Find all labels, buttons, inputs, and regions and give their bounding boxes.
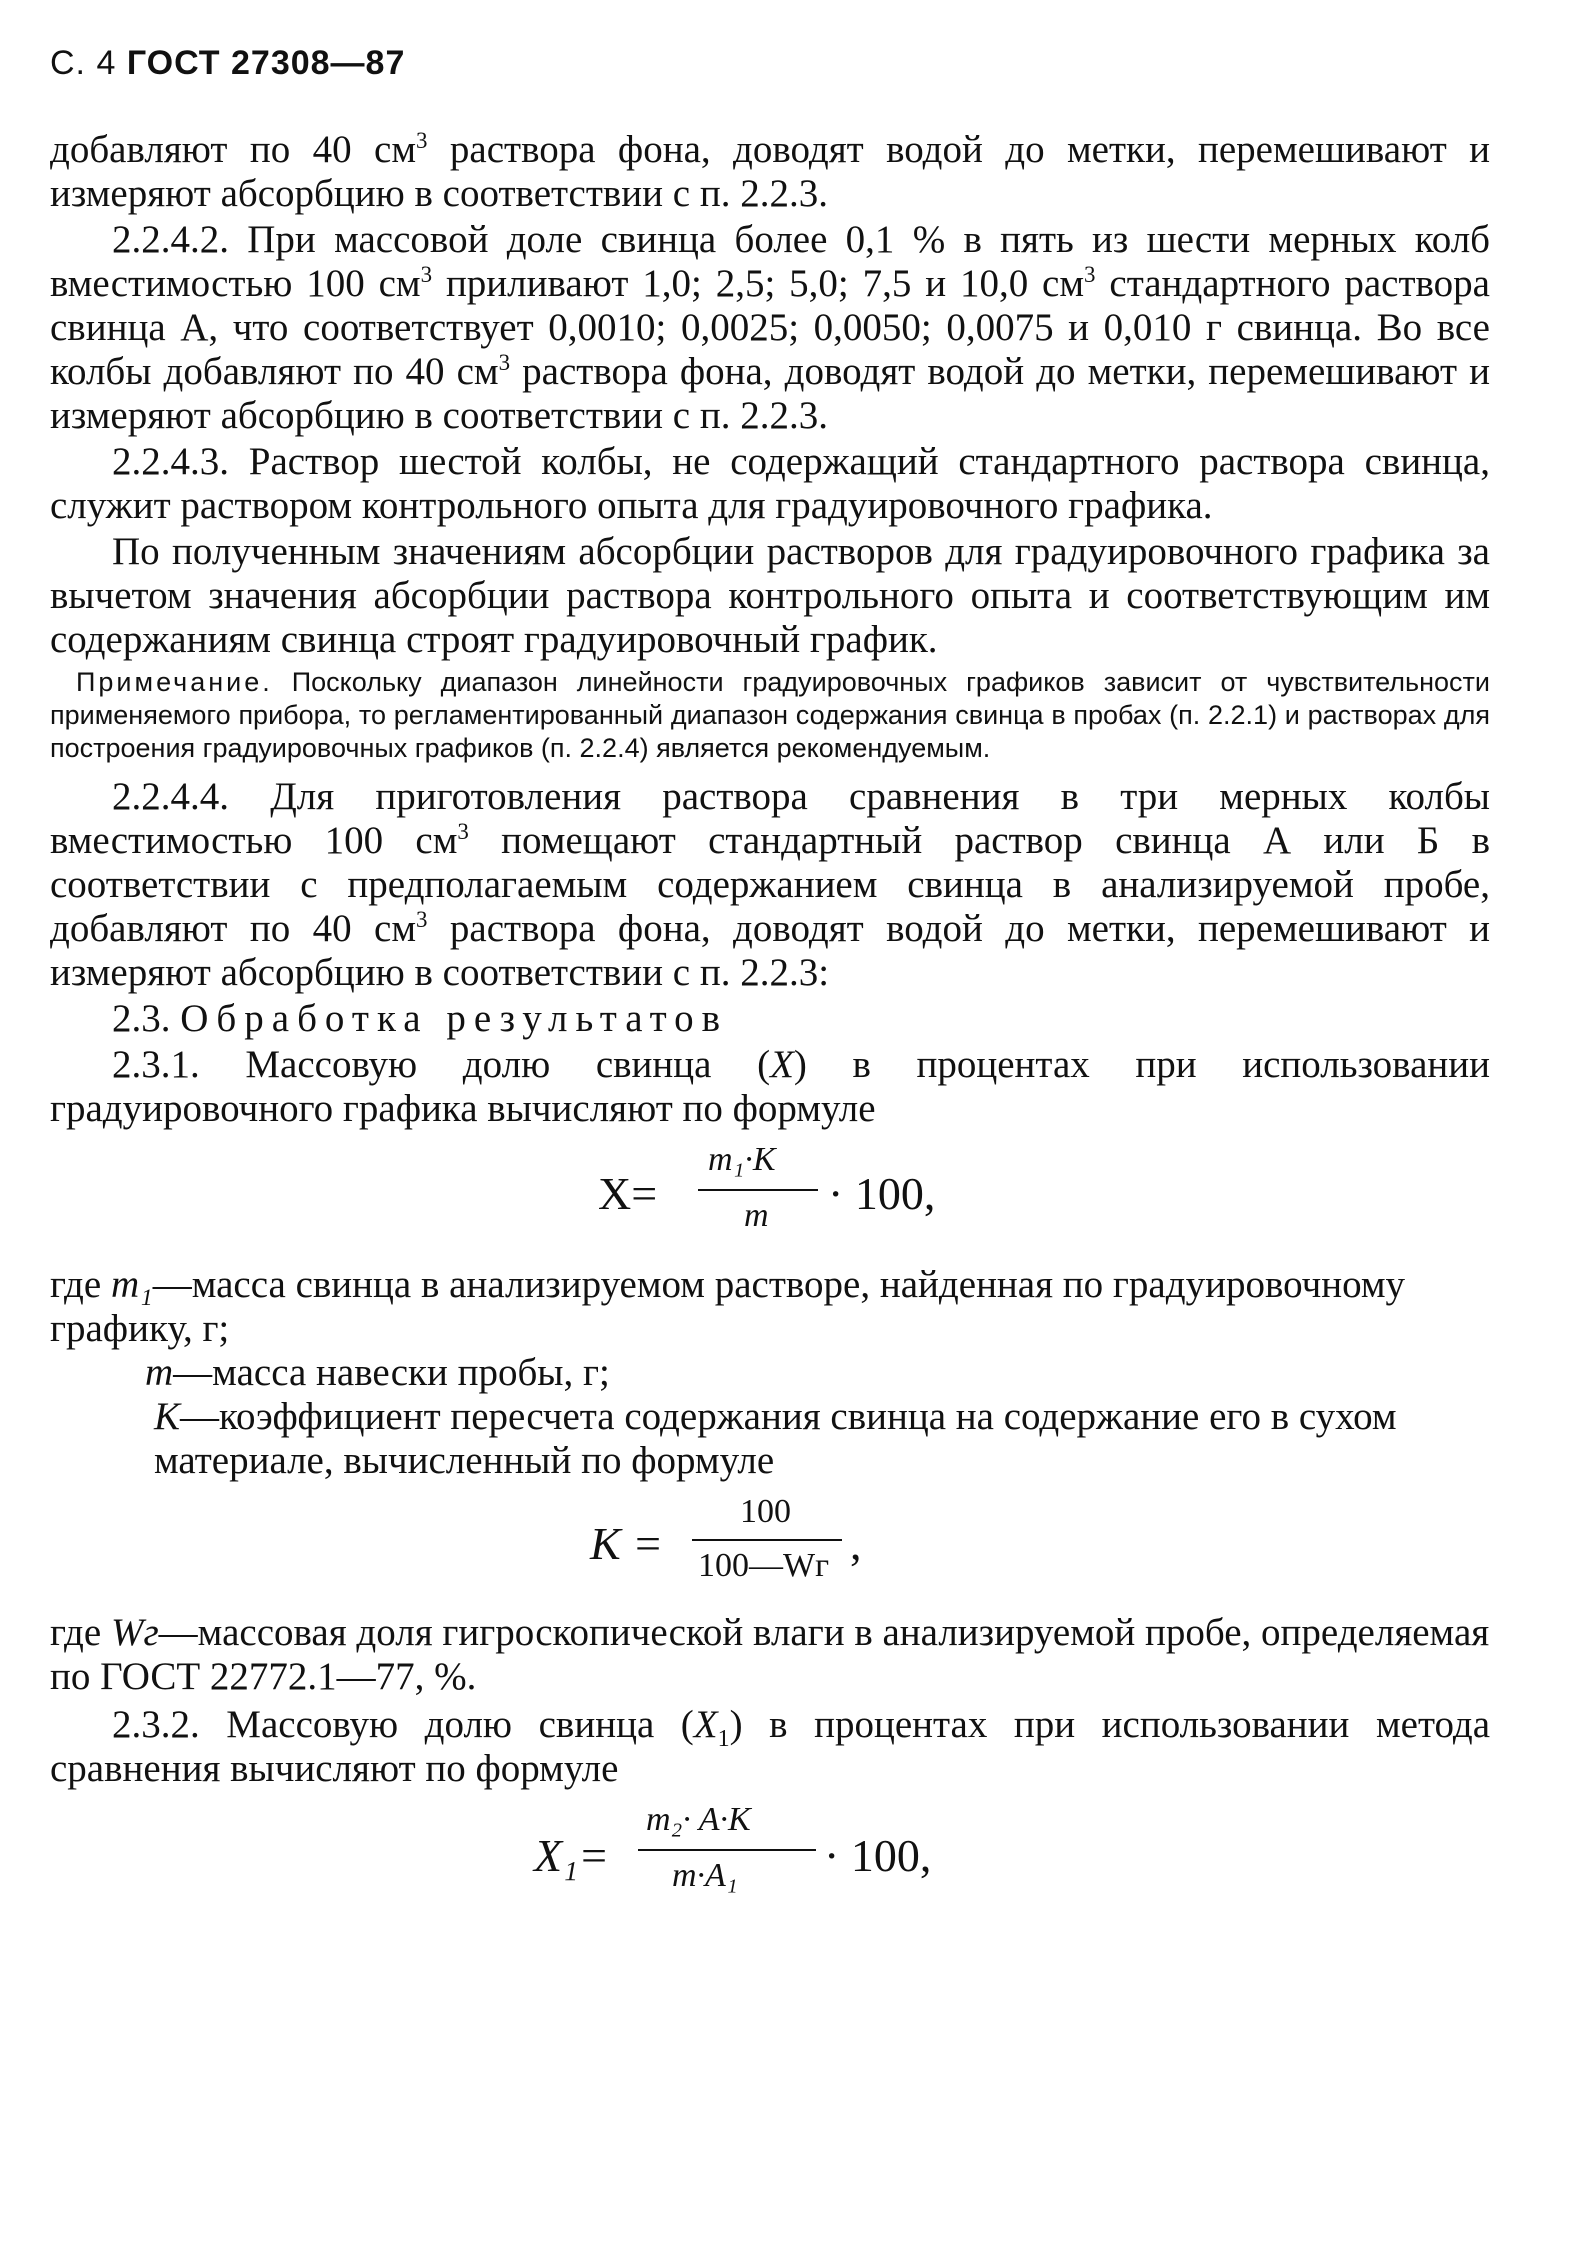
formula-k-denominator: 100—Wг [698,1547,830,1584]
formula-x1-fraction-line [638,1849,816,1851]
legend-row-m1: где m₁—масса свинца в анализируемом растворе, найденная по градуировочному графику, г; [50,1263,1406,1350]
formula-x1-numerator: m₂· A·K [646,1801,751,1838]
formula-k-lhs: K = [590,1518,664,1569]
legend-symbol: m₁ [110,1263,153,1306]
formula-k-rhs: , [850,1518,862,1569]
paragraph-2-3-2: 2.3.2. Массовую долю свинца $(X_1)$ в процентах при использовании метода сравнения вычисляют по формуле [50,1703,1491,1790]
legend-formula-k [50,1611,1490,1699]
document-body [50,128,1490,1923]
paragraph-2-2-4-4: 2.2.4.4. Для приготовления раствора сравнения в три мерных колбы вместимостью 100 $см^3$ помещают стандартный раствор свинца А или Б в соответствии с предполагаемым содержанием свинца в анализируемой пробе, добавляют по 40 $см^3$ раствора фона, доводят водой до метки, перемешивают и измеряют абсорбцию в соответствии с п. 2.2.3: [50,775,1491,994]
legend-row-wg: где Wг—массовая доля гигроскопической влаги в анализируемой пробе, определяемая по ГОСТ 22772.1—77, %. [50,1611,1490,1698]
page-number: С. 4 [50,44,117,82]
formula-x1-denominator: m·A₁ [672,1857,738,1894]
legend-symbol: m [145,1351,174,1394]
formula-x [50,1141,1490,1249]
formula-k-fraction-line [692,1539,842,1541]
formula-x-denominator: m [744,1197,769,1234]
legend-text: коэффициент пересчета содержания свинца на содержание его в сухом материале, вычисленный по формуле [154,1395,1397,1482]
note [50,666,1490,765]
section-heading-2-3: 2.3. Обработка результатов [112,997,729,1040]
formula-k-numerator: 100 [740,1493,791,1530]
formula-x-numerator: m₁·K [708,1141,776,1178]
note-label: Примечание. [76,667,273,697]
standard-title: ГОСТ 27308—87 [126,44,406,82]
note-text: Поскольку диапазон линейности градуировочных графиков зависит от чувствительности применяемого прибора, то регламентированный диапазон содержания свинца в пробах (п. 2.2.1) и растворах для построения градуировочных графиков (п. 2.2.4) является рекомендуемым. [50,667,1490,763]
formula-x1-lhs: X₁= [534,1830,610,1881]
legend-row-k: K—коэффициент пересчета содержания свинца на содержание его в сухом материале, вычисленный по формуле [154,1395,1397,1482]
legend-formula-x [50,1263,1490,1483]
paragraph-2-2-4-3: 2.2.4.3. Раствор шестой колбы, не содержащий стандартного раствора свинца, служит раствором контрольного опыта для градуировочного графика. [50,440,1490,527]
formula-x-rhs: · 100, [828,1168,936,1219]
legend-symbol: Wг [110,1611,159,1654]
formula-x1 [50,1801,1490,1909]
formula-x-lhs: X= [598,1168,658,1219]
formula-k [50,1493,1490,1597]
legend-text: масса свинца в анализируемом растворе, найденная по градуировочному графику, г; [50,1263,1406,1350]
paragraph-2-2-4-2: 2.2.4.2. При массовой доле свинца более 0,1 % в пять из шести мерных колб вместимостью 100 $см^3$ приливают 1,0; 2,5; 5,0; 7,5 и 10,0 $см^3$ стандартного раствора свинца А, что соответствует 0,0010; 0,0025; 0,0050; 0,0075 и 0,010 г свинца. Во все колбы добавляют по 40 $см^3$ раствора фона, доводят водой до метки, перемешивают и измеряют абсорбцию в соответствии с п. 2.2.3. [50,218,1490,437]
formula-x-fraction-line [698,1189,818,1191]
legend-row-m: m—масса навески пробы, г; [145,1351,610,1394]
legend-text: масса навески пробы, г; [212,1351,610,1394]
formula-x1-rhs: · 100, [824,1830,932,1881]
legend-symbol: K [154,1395,181,1438]
legend-text: массовая доля гигроскопической влаги в анализируемой пробе, определяемая по ГОСТ 22772.1—77, %. [50,1611,1490,1698]
paragraph-calibration: По полученным значениям абсорбции растворов для градуировочного графика за вычетом значения абсорбции раствора контрольного опыта и соответствующим им содержаниям свинца строят градуировочный график. [50,530,1490,661]
paragraph-continuation: добавляют по 40 $см^3$ раствора фона, доводят водой до метки, перемешивают и измеряют абсорбцию в соответствии с п. 2.2.3. [50,128,1491,215]
paragraph-2-3-1: 2.3.1. Массовую долю свинца (X) в процентах при использовании градуировочного графика вычисляют по формуле [50,1043,1490,1130]
page-header [50,44,405,83]
